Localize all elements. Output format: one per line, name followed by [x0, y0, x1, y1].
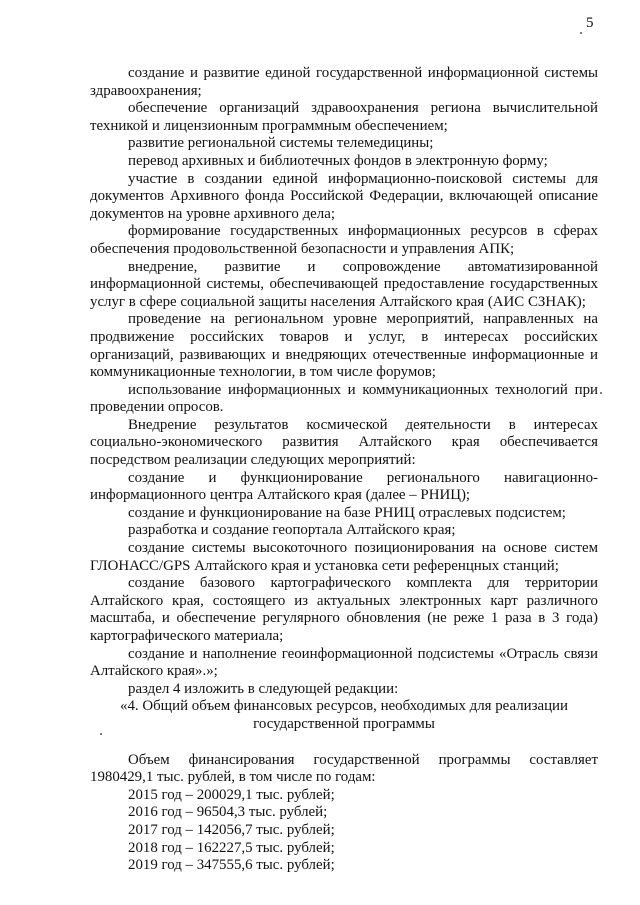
- body-paragraph: создание и функционирование на базе РНИЦ отраслевых подсистем;: [128, 504, 566, 521]
- body-paragraph: создание и функционирование регионального навигационно-информационного центра Алтайского края (далее – РНИЦ);: [90, 469, 598, 504]
- body-paragraph: развитие региональной системы телемедицины;: [128, 135, 434, 152]
- body-paragraph: формирование государственных информационных ресурсов в сферах обеспечения продовольственной безопасности и управления АПК;: [90, 223, 598, 257]
- funding-year-line: 2018 год – 162227,5 тыс. рублей;: [128, 839, 335, 856]
- body-paragraph: проведение на региональном уровне мероприятий, направленных на продвижение российских товаров и услуг, в интересах российских организаций, развивающих и внедряющих отечественные информационные и коммуникационные технологии, в том числе форумов;: [90, 311, 598, 381]
- scan-speck: [580, 32, 582, 34]
- funding-year-line: 2016 год – 96504,3 тыс. рублей;: [128, 804, 328, 821]
- body-paragraph: создание базового картографического комплекта для территории Алтайского края, состоящего из актуальных электронных карт различного масштаба, и обеспечение регулярного обновления (не реже 1 раза в 3 года) картографического материала;: [90, 575, 598, 644]
- funding-intro: Объем финансирования государственной программы составляет 1980429,1 тыс. рублей, в том числе по годам:: [90, 751, 598, 786]
- funding-year-line: 2015 год – 200029,1 тыс. рублей;: [128, 786, 335, 803]
- body-paragraph: обеспечение организаций здравоохранения региона вычислительной техникой и лицензионным программным обеспечением;: [90, 100, 598, 134]
- section-heading: «4. Общий объем финансовых ресурсов, необходимых для реализации государственной программы: [120, 698, 568, 732]
- funding-year-line: 2017 год – 142056,7 тыс. рублей;: [128, 821, 335, 838]
- body-paragraph: использование информационных и коммуникационных технологий при проведении опросов.: [90, 381, 598, 416]
- body-paragraph: создание и наполнение геоинформационной подсистемы «Отрасль связи Алтайского края».»;: [90, 645, 598, 680]
- body-paragraph: раздел 4 изложить в следующей редакции:: [128, 680, 399, 697]
- body-paragraph: перевод архивных и библиотечных фондов в электронную форму;: [128, 152, 548, 169]
- funding-year-line: 2019 год – 347555,6 тыс. рублей;: [128, 857, 335, 874]
- scan-speck: [600, 392, 602, 394]
- body-paragraph: Внедрение результатов космической деятельности в интересах социально-экономического развития Алтайского края обеспечивается посредством реализации следующих мероприятий:: [90, 416, 598, 469]
- page-number: 5: [586, 15, 594, 31]
- body-paragraph: внедрение, развитие и сопровождение автоматизированной информационной системы, обеспечивающей предоставление государственных услуг в сфере социальной защиты населения Алтайского края (АИС СЗНАК);: [90, 258, 598, 310]
- body-paragraph: участие в создании единой информационно-поисковой системы для документов Архивного фонда Российской Федерации, включающей описание документов на уровне архивного дела;: [90, 170, 598, 222]
- body-paragraph: разработка и создание геопортала Алтайского края;: [128, 522, 456, 539]
- body-paragraph: создание системы высокоточного позиционирования на основе систем ГЛОНАСС/GPS Алтайского края и установка сети референцных станций;: [90, 540, 598, 574]
- spacer: [90, 734, 598, 752]
- body-paragraph: создание и развитие единой государственной информационной системы здравоохранения;: [90, 65, 598, 99]
- document-body: [90, 65, 598, 875]
